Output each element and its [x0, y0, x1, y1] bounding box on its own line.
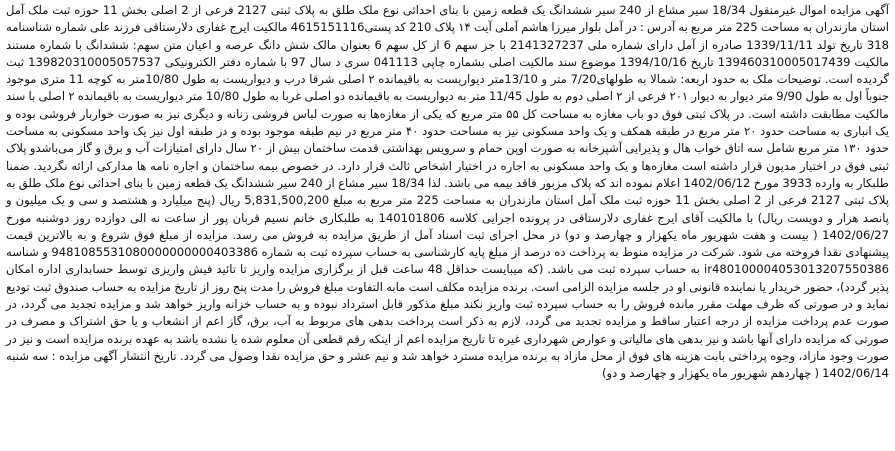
auction-notice-text: آگهی مزایده اموال غیرمنقول 18/34 سیر مشاع از 240 سیر ششدانگ یک قطعه زمین با بنای احداثی نوع ملک طلق به پلاک ثبتی 2127 فرعی از 2 اصلی بخش 11 حوزه ثبت ملک آمل استان مازندران به مساحت 225 متر مربع به آدرس : در آمل بلوار میرزا هاشم آملی آیت ۱۴ پلاک 210 کد پستی4615151116 مالکیت ایرج غفاری دلارستاقی فرزند علی شماره شناسنامه 318 تاریخ تولد 1339/11/11 صادره از آمل دارای شماره ملی 2141327237 با جز سهم 6 از کل سهم 6 بعنوان مالک شش دانگ عرصه و اعیان متن سهم: ششدانگ با شماره مستند مالکیت 139460310005017439 تاریخ 1394/10/16 موضوع سند مالکیت اصلی بشماره چاپی 041113 سری د سال 97 با شماره دفتر الکترونیکی 139820310005057537 ثبت گردیده است. توضیحات ملک به حدود اربعه: شمالا به طولهای7/20 متر و 13/10متر دیواریست به باقیمانده ۲ اصلی شرقا درب و دیواریست به طول 10/80متر به کوچه 11 متری موجود جنوباً اول به طول 9/90 متر دیوار به دیوار ۲۰۱ فرعی از ۲ اصلی دوم به طول 11/45 متر به دیواریست به باقیمانده دو اصلی غربا به طول 10/80 متر دیواریست به باقیمانده ۲ اصلی با سند مالکیت مطابقت داشته است. در پلاک ثبتی فوق دو باب مغازه به مساحت کل ۵۵ متر مربع که یکی از مغازه‌ها به صورت لباس فروشی زنانه و دیگری نیز به صورت خواربار فروشی بوده و یک انباری به مساحت حدود ۲۰ متر مربع در طبقه همکف و یک واحد مسکونی نیز به مساحت حدود ۴۰ متر مربع در نیم طبقه موجود بوده و در طبقه اول نیز یک واحد مسکونی به مساحت حدود ۱۳۰ متر مربع شامل سه اتاق خواب هال و پذیرایی آشپزخانه به صورت اوپن حمام و سرویس بهداشتی قدمت ساختمان بیش از ۲۰ سال دارای امتیازات آب و برق و گاز می‌باشدو پلاک ثبتی فوق در اختیار مدیون قرار داشته است مغازه‌ها و یک واحد مسکونی به اجاره در اختیار اشخاص ثالث قرار دارد. در خصوص بیمه ساختمان و اجاره نامه ها مدارکی ارائه نگردید. ضمنا طلبکار به وارده 3933 مورخ 1402/06/12 اعلام نموده اند که پلاک مزبور فاقد بیمه می باشد. لذا 18/34 سیر مشاع از 240 سیر ششدانگ یک قطعه زمین با بنای احداثی نوع ملک طلق به پلاک ثبتی 2127 فرعی از 2 اصلی بخش 11 حوزه ثبت ملک آمل استان مازندران به مساحت 225 متر مربع به مبلغ 5,831,500,200 ریال (پنج میلیارد و هشتصد و سی و یک میلیون و پانصد هزار و دویست ریال) با مالکیت آقای ایرج غفاری دلارستاقی در پرونده اجرایی کلاسه 140101806 به طلبکاری خانم نسیم قربان پور از ساعت نه الی دوازده روز دوشنبه مورخ 1402/06/27 ( بیست و هفت شهریور ماه یکهزار و چهارصد و دو) در محل اجرای ثبت اسناد آمل از طریق مزایده به فروش می رسد. مزایده از مبلغ فوق شروع و به بالاترین قیمت پیشنهادی نقدا فروخته می شود. شرکت در مزایده منوط به پرداخت ده درصد از مبلغ پایه کارشناسی به حساب سپرده ثبت به شماره 9481085531080000000000403386 و شناسه ir480100004053013207550386 به حساب سپرده ثبت می باشد. (که میبایست حداقل 48 ساعت قبل از برگزاری مزایده واریز تا تائید فیش واریزی توسط حسابداری اداره امکان پذیر گردد)، حضور خریدار یا نماینده قانونی او در جلسه مزایده الزامی است. برنده مزایده مکلف است مابه التفاوت مبلغ فروش را مدت پنج روز از تاریخ مزایده به حساب صندوق ثبت تودیع نماید و در صورتی که ظرف مهلت مقرر مانده فروش را به حساب سپرده ثبت واریز نکند مبلغ مذکور قابل استرداد نبوده و به حساب خزانه واریز خواهد شد و مزایده تجدید می گردد، در صورت عدم پرداخت مزایده از درجه اعتبار ساقط و مزایده تجدید می گردد، لازم به ذکر است پرداخت بدهی های مربوط به آب، برق، گاز اعم از انشعاب و یا حق اشتراک و مصرف در صورتی که مزایده دارای آنها باشد و نیز بدهی های مالیاتی و عوارض شهرداری غیره تا تاریخ مزایده اعم از اینکه رقم قطعی آن معلوم شده یا نشده باشد به عهده برنده مزایده است و نیز در صورت وجود مازاد، وجوه پرداختی بابت هزینه های فوق از محل مازاد به برنده مزایده مسترد خواهد شد و نیم عشر و حق مزایده نقدا وصول می گردد. تاریخ انتشار آگهی مزایده : سه شنبه 1402/06/14 ( چهاردهم شهریور ماه یکهزار و چهارصد و دو) [6, 3, 890, 381]
